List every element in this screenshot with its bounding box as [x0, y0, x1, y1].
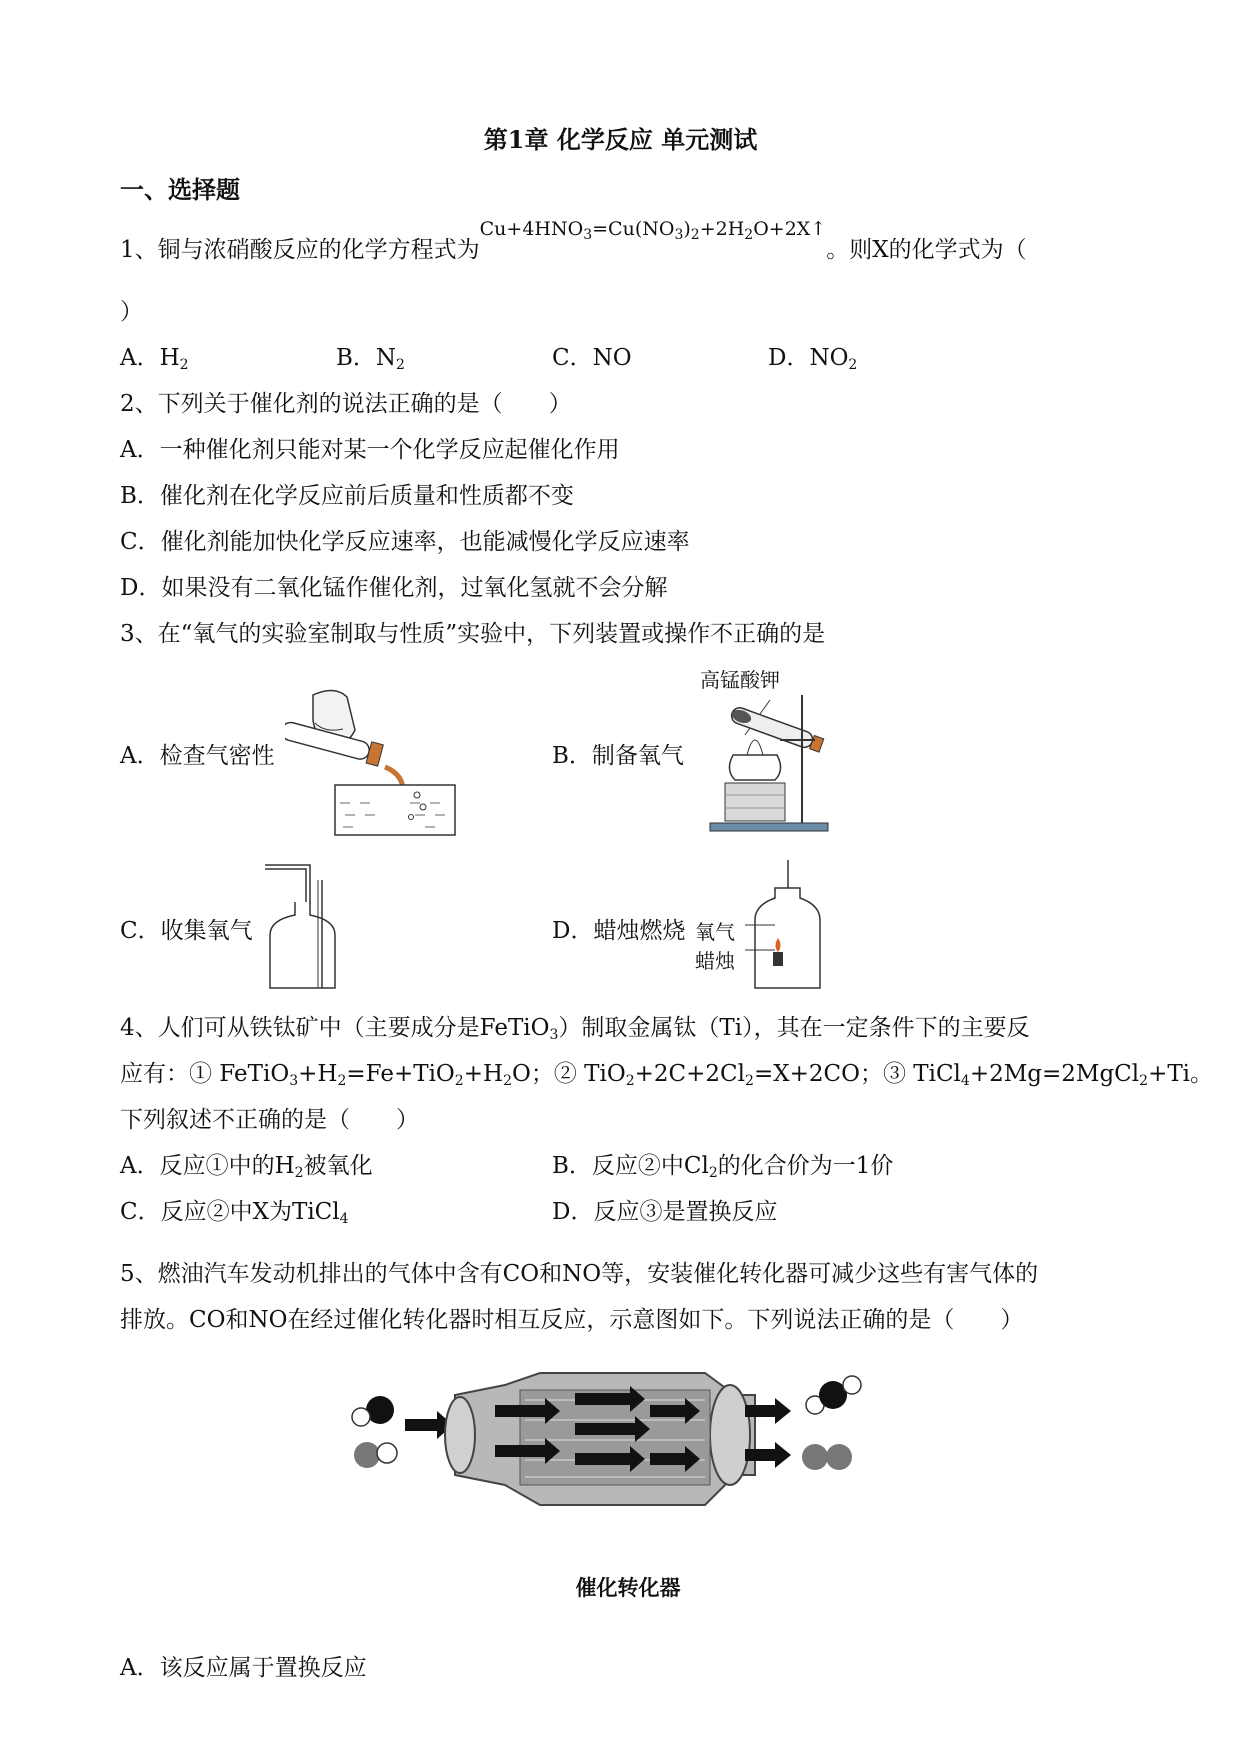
question-4-line-1: 4、人们可从铁钛矿中（主要成分是FeTiO$_3$）制取金属钛（Ti），其在一定条件下的主要反 [120, 1015, 1030, 1043]
q1-option-c[interactable]: C．NO [552, 345, 632, 371]
q4-option-c[interactable]: C．反应②中X为TiCl$_4$ [120, 1199, 349, 1227]
q4-option-a[interactable]: A．反应①中的$H_2$被氧化 [120, 1153, 373, 1181]
section-heading: 一、选择题 [120, 175, 240, 204]
q2-option-d[interactable]: D．如果没有二氧化锰作催化剂，过氧化氢就不会分解 [120, 575, 668, 601]
q3-option-d[interactable]: D．蜡烛燃烧 [552, 918, 686, 944]
q4-option-b[interactable]: B．反应②中$Cl_2$的化合价为一1价 [552, 1153, 894, 1181]
q1-option-b[interactable]: B．$N_2$ [336, 345, 405, 373]
figure-caption: 催化转化器 [575, 1576, 681, 1600]
q1-equation: Cu+4HNO3=Cu(NO3)2+2H2O+2X↑ [479, 218, 827, 243]
question-1-stem [120, 218, 1027, 267]
q5-option-a[interactable]: A．该反应属于置换反应 [120, 1655, 367, 1681]
catalytic-converter-figure [345, 1365, 885, 1565]
oxygen-preparation-figure [705, 695, 835, 835]
question-5-line-2: 排放。CO和NO在经过催化转化器时相互反应，示意图如下。下列说法正确的是（ ） [120, 1307, 1024, 1333]
q3-option-a[interactable]: A．检查气密性 [120, 743, 275, 769]
q1-suffix: 。则X的化学式为（ [826, 237, 1027, 263]
q2-option-b[interactable]: B．催化剂在化学反应前后质量和性质都不变 [120, 483, 574, 509]
candle-burning-figure [745, 860, 825, 995]
q3-option-b[interactable]: B．制备氧气 [552, 743, 684, 769]
candle-label: 蜡烛 [695, 949, 735, 973]
kmno4-label: 高锰酸钾 [700, 668, 780, 692]
q1-close: ） [120, 299, 143, 325]
q1-option-a[interactable]: A．$H_2$ [120, 345, 189, 373]
page-title: 第1章 化学反应 单元测试 [483, 125, 758, 154]
question-5-line-1: 5、燃油汽车发动机排出的气体中含有CO和NO等，安装催化转化器可减少这些有害气体的 [120, 1261, 1039, 1287]
airtight-check-figure [285, 685, 485, 840]
question-4-line-2: 应有：① $FeTiO_3+H_2=Fe+TiO_2+H_2O$；② $TiO_2+2C+2Cl_2=X+2CO$；③ TiCl$_4$+2Mg=2MgCl$_2$+Ti。 [120, 1061, 1214, 1089]
oxygen-collection-figure [260, 860, 340, 995]
question-4-line-3: 下列叙述不正确的是（ ） [120, 1107, 419, 1133]
q3-option-c[interactable]: C．收集氧气 [120, 918, 253, 944]
q4-option-d[interactable]: D．反应③是置换反应 [552, 1199, 778, 1225]
oxygen-label: 氧气 [695, 920, 735, 944]
question-2-stem: 2、下列关于催化剂的说法正确的是（ ） [120, 391, 572, 417]
q1-option-d[interactable]: D．$NO_2$ [768, 345, 858, 373]
question-3-stem: 3、在“氧气的实验室制取与性质”实验中，下列装置或操作不正确的是 [120, 621, 826, 647]
q1-prefix: 1、铜与浓硝酸反应的化学方程式为 [120, 237, 480, 263]
q2-option-a[interactable]: A．一种催化剂只能对某一个化学反应起催化作用 [120, 437, 620, 463]
q2-option-c[interactable]: C．催化剂能加快化学反应速率，也能减慢化学反应速率 [120, 529, 690, 555]
